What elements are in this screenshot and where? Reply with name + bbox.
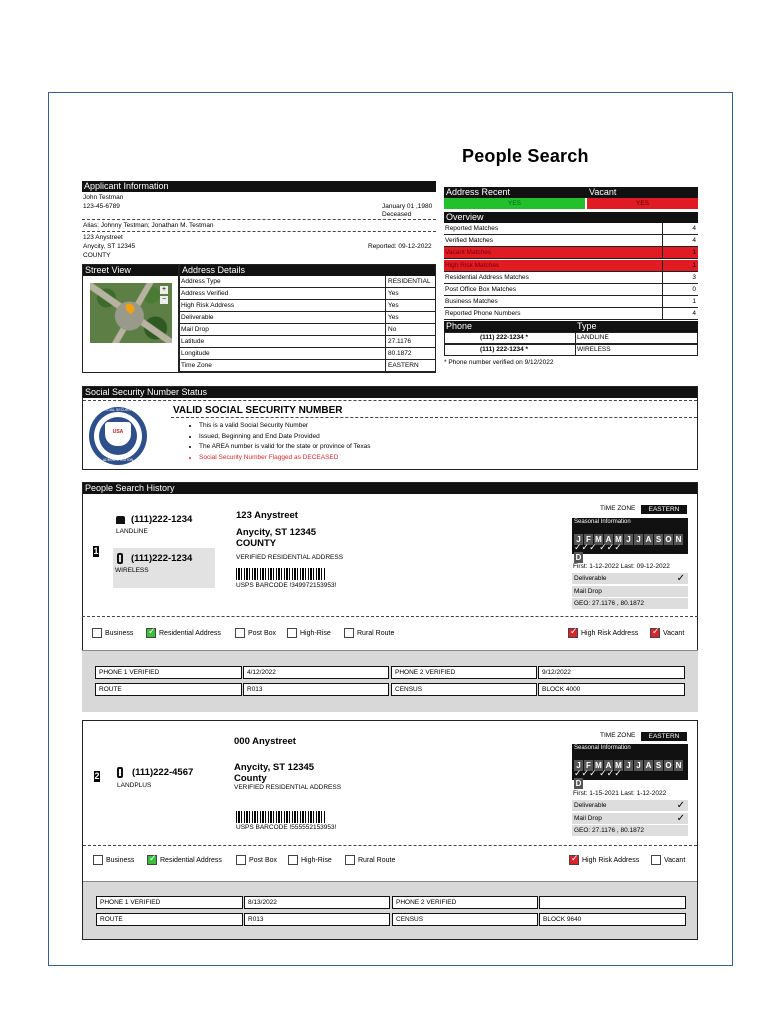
grid-key: ROUTE [96,913,243,926]
checkbox-residential-address[interactable] [147,855,222,866]
overview-key: Business Matches [445,298,498,306]
record-phone2: (111)222-1234 [131,553,193,564]
applicant-alias: Alias: Johnny Testman; Jonathan M. Testman [83,222,214,229]
checkbox-label: Rural Route [358,857,396,864]
address-detail-value: Yes [388,314,399,321]
address-detail-value: 80.1872 [388,350,412,357]
checkbox-box[interactable] [650,628,660,638]
checkbox-label: Business [105,630,134,637]
checkbox-label: Residential Address [159,630,221,637]
month-cell: M [615,535,622,544]
ssn-deceased-flag: • Social Security Number Flagged as DECEASED [199,453,371,464]
month-cell: A [605,761,612,770]
overview-value: 4 [692,310,696,318]
column-divider [385,276,386,288]
seal-bottom-text: ADMINISTRATION [102,458,134,462]
ssn-bullet-list [191,421,371,463]
overview-key: Verified Matches [445,237,494,245]
grid-value: R013 [244,913,390,926]
address-detail-key: Latitude [181,338,205,345]
checkbox-box[interactable] [287,628,297,638]
month-cell: J [634,534,643,545]
month-cell: S [655,535,662,544]
checkbox-rural-route[interactable] [345,855,395,866]
zoom-in-icon[interactable]: + [161,286,167,293]
checkbox-label: High-Rise [301,857,332,864]
record-geo: GEO: 27.1176 , 80.1872 [572,598,688,609]
applicant-dob: January 01 ,1980 [382,203,433,210]
checkbox-box[interactable] [568,628,578,638]
checkbox-vacant[interactable] [651,855,685,866]
overview-header: Overview [444,212,698,223]
seal-top-text: SOCIAL SECURITY [101,408,135,412]
vacant-header: Vacant [587,187,698,198]
grid-key: ROUTE [95,683,242,696]
checkbox-box[interactable] [93,855,103,865]
zoom-out-icon[interactable]: − [161,296,167,303]
ssn-bullet: • The AREA number is valid for the state or province of Texas [199,442,371,453]
history-header: People Search History [83,483,697,494]
month-cell: D [575,779,582,788]
overview-value: 0 [692,286,696,293]
address-detail-value: Yes [388,290,399,297]
address-detail-value: RESIDENTIAL [388,278,431,285]
month-cell: J [634,760,643,771]
column-divider [385,312,386,324]
applicant-name: John Testman [83,194,124,201]
grid-key: PHONE 1 VERIFIED [96,896,243,909]
address-detail-key: Deliverable [181,314,214,321]
mobile-phone-icon [117,553,123,564]
checkbox-box[interactable] [288,855,298,865]
recent-panel [444,187,698,211]
record-county: COUNTY [236,538,277,549]
column-divider [662,247,663,259]
checkbox-high-rise[interactable] [287,628,331,639]
seasonal-label: Seasonal Information [574,745,631,751]
record-barcode-text: USPS BARCODE !349972153953! [236,582,337,589]
usps-barcode [236,811,326,823]
applicant-ssn: 123-45-6789 [83,203,120,210]
address-detail-row [180,324,435,336]
ssa-seal-icon [89,407,147,465]
month-checks [574,768,622,779]
record-phone1-type: LANDLINE [116,528,148,535]
applicant-address-line1: 123 Anystreet [83,234,123,241]
column-divider [662,223,663,235]
overview-value: 1 [692,298,696,306]
overview-key: Vacant Matches [445,249,492,257]
month-cell: J [574,760,583,771]
checkbox-label: Business [106,857,135,864]
checkbox-box[interactable] [345,855,355,865]
timezone-label: TIME ZONE [600,732,636,739]
record-county: County [234,773,267,784]
checkbox-label: Post Box [248,630,277,637]
column-divider [385,336,386,348]
overview-key: Post Office Box Matches [445,286,517,293]
checkbox-label: High Risk Address [582,857,640,864]
check-icon: ✓ [676,813,685,824]
timezone-value: EASTERN [641,505,687,514]
record-phone1: (111)222-4567 [132,767,194,778]
month-cell: O [665,535,672,544]
record-number: 2 [94,771,100,781]
record-phone1-type: LANDPLUS [117,782,152,789]
column-divider [662,272,663,284]
checkbox-box[interactable] [236,855,246,865]
applicant-county: COUNTY [83,252,111,259]
phone-number: (111) 222-1234 * [480,334,529,341]
ssn-header: Social Security Number Status [83,387,697,398]
overview-value: 4 [692,237,696,245]
checkbox-label: Post Box [249,857,278,864]
overview-key: High Risk Matches [445,261,500,269]
address-detail-value: EASTERN [388,362,419,369]
history-record-1 [82,494,698,712]
month-cell: J [624,534,633,545]
column-divider [662,235,663,247]
applicant-panel [82,181,436,261]
street-view-map[interactable] [90,283,172,343]
column-divider [662,296,663,308]
record-geo: GEO: 27.1176 , 80.1872 [572,825,688,836]
checkbox-box[interactable] [344,628,354,638]
page-title: People Search [462,146,589,166]
address-recent-header: Address Recent [444,187,587,198]
column-divider [385,324,386,336]
ssn-valid-title: VALID SOCIAL SECURITY NUMBER [173,405,343,416]
map-pin-icon [124,302,137,315]
ssn-bullet: • This is a valid Social Security Number [199,421,371,432]
checkbox-post-box[interactable] [235,628,276,639]
checkbox-high-risk-address[interactable] [568,628,638,639]
checkbox-residential-address[interactable] [146,628,221,639]
overview-value: 1 [692,249,696,257]
month-cell: J [624,760,633,771]
address-detail-key: Address Verified [181,290,229,297]
record-dates: First: 1-15-2021 Last: 1-12-2022 [573,790,667,797]
record-phone2-type: WIRELESS [115,567,149,574]
column-divider [575,332,576,344]
record-street: 000 Anystreet [234,736,296,747]
mobile-phone-icon [117,767,123,778]
checkbox-label: Vacant [664,857,686,864]
check-icon: ✓ [676,800,685,811]
checkbox-high-risk-address[interactable] [569,855,639,866]
landline-phone-icon [116,516,125,524]
record-phone1: (111)222-1234 [131,514,193,525]
grid-key: PHONE 2 VERIFIED [391,666,537,679]
column-divider [385,348,386,360]
grid-value: BLOCK 4000 [538,683,685,696]
month-cell: D [575,553,582,562]
overview-value: 4 [692,225,696,232]
seasonal-label: Seasonal Information [574,519,631,525]
month-checks [574,542,622,553]
address-recent-value: YES [444,198,585,209]
checkbox-box[interactable] [569,855,579,865]
deliverable-label: Deliverable [574,575,607,582]
applicant-status: Deceased [382,211,412,218]
address-detail-key: High Risk Address [181,302,235,309]
street-view-header: Street View [83,265,178,276]
record-phone2-box [113,548,215,588]
overview-value: 3 [692,273,696,281]
overview-panel [444,212,698,320]
record-details-grid [83,881,697,939]
history-record-2 [82,720,698,940]
address-details-header: Address Details [180,265,435,276]
checkbox-box[interactable] [92,628,102,638]
checkbox-box[interactable] [235,628,245,638]
checkbox-box[interactable] [651,855,661,865]
checkbox-box[interactable] [146,628,156,638]
grid-key: PHONE 2 VERIFIED [392,896,538,909]
checkbox-business[interactable] [92,628,133,639]
record-city: Anycity, ST 12345 [234,762,315,773]
month-cell: O [665,761,672,770]
overview-key: Reported Phone Numbers [445,310,521,318]
column-divider [662,308,663,320]
seal-mid-text: USA [112,429,124,435]
mail-drop-flag [572,813,688,824]
checkbox-label: High-Rise [300,630,331,637]
checkbox-label: Vacant [663,630,685,637]
usps-barcode [236,568,326,580]
record-dates: First: 1-12-2022 Last: 09-12-2022 [573,563,670,570]
phone-type: WIRELESS [577,346,611,353]
grid-key: PHONE 1 VERIFIED [95,666,242,679]
column-divider [385,360,386,372]
checkbox-label: High Risk Address [581,630,639,637]
type-header: Type [575,321,698,332]
month-cell: N [675,535,682,544]
month-cell: A [645,761,652,770]
seasonal-panel [572,744,688,788]
phone-note: * Phone number verified on 9/12/2022 [444,359,554,366]
column-divider [662,260,663,272]
address-detail-value: Yes [388,302,399,309]
grid-value: 4/12/2022 [243,666,389,679]
grid-key: CENSUS [391,683,537,696]
mail-drop-label: Mail Drop [574,815,602,822]
record-verified: VERIFIED RESIDENTIAL ADDRESS [234,784,342,791]
checkbox-vacant[interactable] [650,628,684,639]
grid-value: R013 [243,683,389,696]
vacant-value: YES [587,198,698,209]
record-barcode-text: USPS BARCODE !555552153953! [236,824,337,831]
month-cell: A [605,535,612,544]
checkbox-high-rise[interactable] [288,855,332,866]
phone-number: (111) 222-1234 * [480,346,529,353]
deliverable-flag [572,573,688,584]
month-cell: S [655,761,662,770]
overview-value: 1 [692,261,696,269]
grid-value: 8/13/2022 [244,896,390,909]
month-cell: M [615,761,622,770]
applicant-address-line2: Anycity, ST 12345 [83,243,136,250]
checkbox-business[interactable] [93,855,134,866]
record-details-grid [82,650,698,712]
seasonal-panel [572,518,688,562]
checkbox-post-box[interactable] [236,855,277,866]
address-detail-value: 27.1176 [388,338,412,345]
phone-header: Phone [444,321,575,332]
applicant-reported: Reported: 09-12-2022 [368,243,432,250]
phone-type: LANDLINE [577,334,609,341]
column-divider [575,344,576,356]
grid-value: 9/12/2022 [538,666,685,679]
ssn-panel [82,386,698,470]
month-cell: M [595,761,602,770]
street-view-panel [82,264,179,373]
overview-key: Reported Matches [445,225,499,232]
timezone-value: EASTERN [641,732,687,741]
mail-drop-flag: Mail Drop [572,586,688,597]
month-cell: N [675,761,682,770]
ssn-bullet: • Issued, Beginning and End Date Provided [199,432,371,443]
address-detail-key: Longitude [181,350,210,357]
address-detail-key: Time Zone [181,362,212,369]
checkbox-rural-route[interactable] [344,628,394,639]
check-icon: ✓ [676,573,685,584]
month-check-marks: ✓✓✓ ✓✓✓ [574,768,622,778]
grid-key: CENSUS [392,913,538,926]
month-cell: F [584,760,593,771]
record-city: Anycity, ST 12345 [236,527,317,538]
deliverable-flag [572,800,688,811]
address-detail-key: Address Type [181,278,221,285]
timezone-label: TIME ZONE [600,505,636,512]
overview-key: Residential Address Matches [445,273,529,281]
month-cell: J [574,534,583,545]
month-cell: M [595,535,602,544]
checkbox-label: Rural Route [357,630,395,637]
month-check-marks: ✓✓✓ ✓✓✓ [574,542,622,552]
checkbox-box[interactable] [147,855,157,865]
column-divider [385,288,386,300]
month-cell: A [645,535,652,544]
record-verified: VERIFIED RESIDENTIAL ADDRESS [236,554,344,561]
applicant-header: Applicant Information [82,181,436,192]
address-detail-key: Mail Drop [181,326,209,333]
grid-value: BLOCK 9640 [539,913,686,926]
record-number: 1 [93,546,99,556]
grid-value [539,896,686,909]
record-street: 123 Anystreet [236,510,298,521]
address-details-panel [179,264,436,373]
checkbox-label: Residential Address [160,857,222,864]
column-divider [662,284,663,296]
month-cell: F [584,534,593,545]
address-detail-value: No [388,326,397,333]
column-divider [385,300,386,312]
deliverable-label: Deliverable [574,802,607,809]
phone-panel [444,321,698,366]
